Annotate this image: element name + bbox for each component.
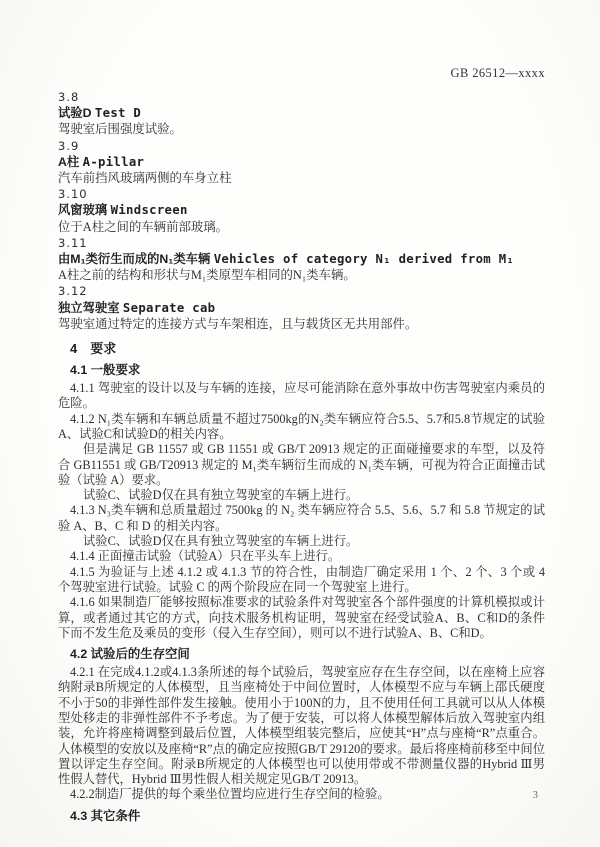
section-heading-4: 4 要求 — [70, 341, 117, 357]
definitions-section — [58, 89, 545, 332]
definition-term — [58, 251, 545, 267]
requirements-section — [58, 341, 545, 824]
clause-4-1-6: 4.1.6 如果制造厂能够按照标准要求的试验条件对驾驶室各个部件强度的计算机模拟或计算，或者通过其它的方式，向技术服务机构证明，驾驶室在经受试验A、B、C和D的条件下而不发生危及乘员的变形（侵入生存空间），则可以不进行试验A、B、C和D。 — [58, 595, 545, 640]
definition-number: 3.10 — [58, 187, 88, 202]
definition-body: 驾驶室通过特定的连接方式与车架相连，且与载货区无共用部件。 — [58, 316, 418, 331]
definition-number: 3.11 — [58, 235, 88, 250]
definition-term-zh: A柱 — [58, 154, 80, 169]
definition-body: A柱之前的结构和形状与M₁类原型车相同的N₁类车辆。 — [58, 268, 356, 283]
definition-body: 汽车前挡风玻璃两侧的车身立柱 — [58, 171, 232, 186]
definition-term-zh: 独立驾驶室 — [58, 300, 120, 315]
clause-4-1-3-note: 试验C、试验D仅在具有独立驾驶室的车辆上进行。 — [83, 534, 359, 549]
definition-term-en: Windscreen — [110, 203, 188, 218]
page-content — [58, 89, 545, 827]
definition-term-zh: 由M₁类衍生而成的N₁类车辆 — [58, 252, 211, 267]
definition-term — [58, 202, 545, 218]
definition-term — [58, 154, 545, 170]
clause-4-1-2: 4.1.2 N₁类车辆和车辆总质量不超过7500kg的N₂类车辆应符合5.5、5.7和5.8节规定的试验A、试验C和试验D的相关内容。 — [58, 411, 545, 441]
section-heading-4-2: 4.2 试验后的生存空间 — [70, 647, 190, 662]
clause-4-1-2-note2: 试验C、试验D仅在具有独立驾驶室的车辆上进行。 — [83, 488, 359, 503]
clause-4-1-2-note: 但是满足 GB 11557 或 GB 11551 或 GB/T 20913 规定的正面碰撞要求的车型，以及符合 GB11551 或 GB/T20913 规定的 M₁类车辆衍生而成的 N₁类车辆，可视为符合正面撞击试验（试验 A）要求。 — [58, 442, 545, 487]
definition-term — [58, 300, 545, 316]
page-number: 3 — [532, 789, 538, 801]
section-heading-4-1: 4.1 一般要求 — [70, 363, 141, 378]
section-heading-4-3: 4.3 其它条件 — [70, 808, 141, 823]
definition-term-en: Separate cab — [122, 300, 216, 315]
definition-number: 3.8 — [58, 90, 80, 104]
clause-4-2-1: 4.2.1 在完成4.1.2或4.1.3条所述的每个试验后，驾驶室应存在生存空间，以在座椅上应容纳附录B所规定的人体模型，且当座椅处于中间位置时，人体模型不应与车辆上邵氏硬度不小于50的非弹性部件发生接触。使用小于100N的力，且不使用任何工具就可以从人体模型处移走的非弹性部件不予考虑。为了便于安装，可以将人体模型解体后放入驾驶室内组装，允许将座椅调整到最后位置，人体模型组装完整后，应使其“H”点与座椅“R”点重合。人体模型的安放以及座椅“R”点的确定应按照GB/T 29120的要求。最后将座椅前移至中间位置以评定生存空间。附录B所规定的人体模型也可以使用带或不带测量仪器的Hybrid Ⅲ男性假人替代，Hybrid Ⅲ男性假人相关规定见GB/T 20913。 — [58, 665, 545, 787]
clause-4-1-1: 4.1.1 驾驶室的设计以及与车辆的连接，应尽可能消除在意外事故中伤害驾驶室内乘员的危险。 — [58, 381, 545, 411]
definition-term-zh: 风窗玻璃 — [58, 203, 108, 218]
definition-term-en: A-pillar — [82, 154, 145, 169]
definition-term — [58, 105, 545, 121]
definition-term-en: Test D — [94, 106, 142, 121]
standard-number-header: GB 26512—xxxx — [450, 66, 545, 80]
clause-4-1-5: 4.1.5 为验证与上述 4.1.2 或 4.1.3 节的符合性，由制造厂确定采用 1 个、2 个、3 个或 4 个驾驶室进行试验。试验 C 的两个阶段应在同一个驾驶室上进行。 — [58, 564, 545, 594]
definition-number: 3.9 — [58, 138, 80, 153]
definition-number: 3.12 — [58, 284, 88, 299]
definition-term-zh: 试验D — [58, 106, 92, 121]
clause-4-1-4: 4.1.4 正面撞击试验（试验A）只在平头车上进行。 — [70, 549, 341, 564]
clause-4-2-2: 4.2.2制造厂提供的每个乘坐位置均应进行生存空间的检验。 — [70, 787, 390, 802]
definition-body: 位于A柱之间的车辆前部玻璃。 — [58, 219, 229, 234]
definition-body: 驾驶室后围强度试验。 — [58, 122, 182, 137]
definition-term-en: Vehicles of category N₁ derived from M₁ — [213, 252, 515, 267]
clause-4-1-3: 4.1.3 N₃类车辆和总质量超过 7500kg 的 N₂ 类车辆应符合 5.5、5.6、5.7 和 5.8 节规定的试验 A、B、C 和 D 的相关内容。 — [58, 503, 545, 533]
